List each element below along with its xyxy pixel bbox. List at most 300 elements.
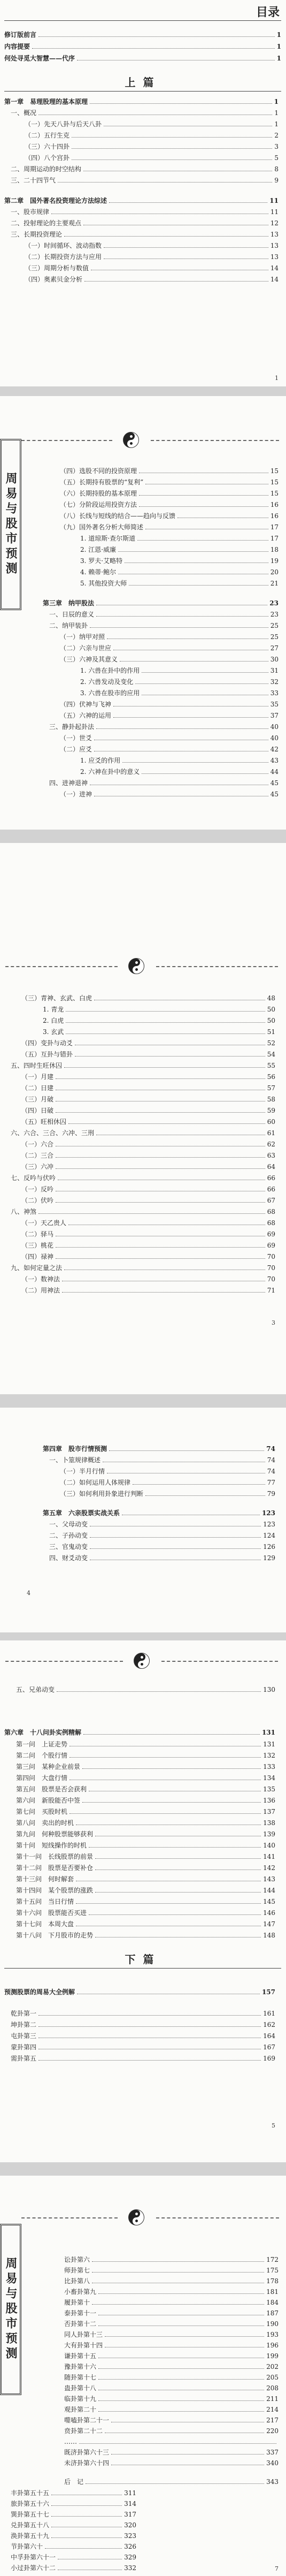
toc-entry[interactable]	[21, 1275, 275, 1283]
toc-entry[interactable]	[60, 644, 279, 652]
toc-entry[interactable]	[64, 2309, 279, 2317]
toc-entry[interactable]	[64, 2374, 279, 2381]
toc-entry[interactable]	[16, 1785, 275, 1793]
toc-entry[interactable]	[21, 1073, 275, 1081]
toc-entry-label: 需卦第五	[11, 2055, 37, 2062]
leader-dots	[56, 1247, 265, 1248]
toc-entry-label: 第二问 个股行情	[16, 1752, 68, 1759]
toc-entry[interactable]	[80, 546, 279, 553]
toc-entry-page: 44	[270, 768, 279, 776]
toc-entry-label: 讼卦第六	[64, 2256, 90, 2263]
leader-dots	[89, 1847, 261, 1848]
toc-entry[interactable]	[11, 2010, 275, 2017]
toc-entry-page: 48	[267, 994, 275, 1002]
front-entry-foreword[interactable]: 何处寻觅大智慧——代序 1	[4, 55, 281, 62]
toc-entry-label: 第四章 股市行情预测	[43, 1445, 107, 1453]
toc-entry[interactable]	[4, 1988, 275, 1996]
toc-entry[interactable]	[21, 1287, 275, 1294]
toc-entry-page: 311	[124, 2489, 136, 2497]
toc-entry-label: 小畜卦第九	[64, 2288, 97, 2296]
toc-entry[interactable]	[11, 2500, 136, 2507]
toc-entry-page: 33	[270, 689, 279, 697]
toc-entry-label: 5. 其他投资大师	[80, 580, 127, 587]
toc-entry-label: （一）数神法	[21, 1275, 60, 1283]
toc-entry[interactable]	[16, 1752, 275, 1759]
toc-entry[interactable]	[64, 2449, 279, 2456]
toc-entry[interactable]	[80, 678, 279, 686]
toc-entry[interactable]	[11, 208, 279, 216]
toc-entry[interactable]	[64, 2438, 279, 2445]
toc-entry[interactable]	[60, 734, 279, 742]
toc-entry[interactable]	[16, 1774, 275, 1782]
toc-entry-label: 第五问 股票是否会获利	[16, 1785, 87, 1793]
toc-entry[interactable]	[21, 1039, 275, 1047]
leader-dots	[66, 1022, 265, 1023]
toc-entry-label: 第十二问 股票是否要补仓	[16, 1864, 94, 1872]
toc-entry[interactable]	[21, 1186, 275, 1193]
toc-entry[interactable]	[43, 1445, 275, 1453]
toc-entry[interactable]	[49, 622, 279, 629]
toc-entry-label: 3. 六兽在股市的应用	[80, 689, 140, 697]
toc-entry-page: 142	[263, 1864, 275, 1872]
toc-entry-label: （一）半月行情	[60, 1468, 105, 1475]
toc-entry[interactable]	[25, 154, 279, 162]
toc-entry-label: 2. 六兽发动及变化	[80, 678, 134, 686]
toc-entry[interactable]	[80, 667, 279, 674]
toc-entry-page: 317	[124, 2511, 136, 2518]
toc-entry[interactable]	[49, 1456, 275, 1464]
toc-entry-page: 131	[263, 1741, 275, 1748]
toc-entry[interactable]	[21, 1096, 275, 1103]
toc-entry-label: 兑卦第五十八	[11, 2521, 50, 2529]
toc-entry-label: 一、股市规律	[11, 208, 50, 216]
toc-entry[interactable]	[11, 1129, 275, 1137]
toc-entry-page: 40	[270, 734, 279, 742]
toc-entry-page: 11	[270, 208, 279, 216]
leader-dots	[72, 159, 272, 160]
toc-entry-label: 三、长期投资理论	[11, 231, 63, 238]
toc-entry-page: 143	[263, 1875, 275, 1883]
toc-entry-label: 第十八问 下月股市的走势	[16, 1932, 94, 1939]
toc-entry-page: 57	[267, 1084, 275, 1092]
toc-entry-page: 148	[263, 1932, 275, 1939]
toc-entry-page: 27	[270, 644, 279, 652]
toc-entry-page: 337	[266, 2449, 279, 2456]
toc-entry[interactable]	[16, 1819, 275, 1827]
toc-entry[interactable]	[64, 2267, 279, 2274]
toc-entry[interactable]	[64, 2288, 279, 2296]
leader-dots	[89, 1914, 261, 1915]
toc-entry-page: 1	[274, 98, 279, 105]
toc-entry[interactable]	[60, 633, 279, 641]
toc-entry[interactable]	[49, 1554, 275, 1562]
toc-entry[interactable]	[64, 2320, 279, 2328]
toc-entry[interactable]	[21, 1253, 275, 1260]
toc-entry-page: 18	[270, 546, 279, 553]
toc-entry-page: 68	[267, 1208, 275, 1215]
toc-entry-label: （二）五行生克	[25, 132, 70, 139]
yin-yang-icon	[134, 1653, 150, 1669]
leader-dots	[90, 1537, 261, 1538]
toc-entry[interactable]	[21, 1141, 275, 1148]
toc-entry[interactable]	[60, 1468, 275, 1475]
leader-dots	[38, 2015, 261, 2016]
toc-entry[interactable]	[80, 757, 279, 764]
toc-entry-page: 15	[270, 478, 279, 486]
toc-entry[interactable]	[64, 2417, 279, 2424]
toc-entry[interactable]	[16, 1898, 275, 1905]
page-number: 7	[275, 2565, 279, 2572]
toc-entry-label: 观卦第二十	[64, 2406, 97, 2413]
toc-entry[interactable]	[25, 143, 279, 150]
toc-entry-label: 第六问 新股能否中签	[16, 1797, 81, 1804]
toc-entry-page: 8	[274, 165, 279, 173]
toc-entry-label: （三）月破	[21, 1096, 54, 1103]
toc-entry[interactable]	[21, 1219, 275, 1227]
toc-entry[interactable]	[21, 1051, 275, 1058]
toc-entry[interactable]	[11, 165, 279, 173]
toc-entry-label: （四）变卦与动爻	[21, 1039, 73, 1047]
leader-dots	[56, 1258, 265, 1259]
toc-entry[interactable]	[21, 1084, 275, 1092]
toc-entry[interactable]	[25, 253, 279, 261]
toc-entry[interactable]	[43, 1006, 275, 1013]
toc-entry-page: 70	[267, 1275, 275, 1283]
toc-entry[interactable]	[11, 2055, 275, 2062]
toc-entry[interactable]	[16, 1909, 275, 1917]
toc-entry-label: 二、投射理论的主要观点	[11, 219, 82, 227]
toc-entry-label: （三）如何利用卦象进行判断	[60, 1490, 144, 1498]
toc-entry[interactable]	[60, 501, 279, 508]
leader-dots	[79, 2443, 276, 2444]
leader-dots	[56, 1157, 265, 1158]
toc-entry-label: 五、四时生旺休囚	[11, 1062, 63, 1069]
toc-entry-page: 13	[270, 253, 279, 261]
part-title-lower: 下篇	[125, 1953, 161, 1966]
toc-entry-label: 四、进神退神	[49, 779, 88, 787]
divider-right	[156, 2217, 279, 2218]
toc-entry-page: 184	[266, 2299, 279, 2306]
toc-entry-page: 66	[267, 1174, 275, 1182]
leader-dots	[56, 1112, 265, 1113]
toc-entry[interactable]	[21, 1107, 275, 1114]
toc-entry-page: 129	[263, 1554, 275, 1562]
toc-entry-page: 31	[270, 667, 279, 674]
toc-entry[interactable]	[16, 1686, 275, 1693]
toc-entry-label: 后 记	[64, 2478, 84, 2486]
front-entry-preface[interactable]: 修订版前言 1	[4, 31, 281, 39]
toc-entry[interactable]	[64, 2299, 279, 2306]
toc-entry-page: 340	[266, 2459, 279, 2467]
leader-dots	[86, 2483, 264, 2484]
toc-entry[interactable]	[16, 1797, 275, 1804]
toc-entry[interactable]	[64, 2256, 279, 2263]
toc-entry-page: 13	[270, 242, 279, 249]
toc-entry[interactable]	[64, 2342, 279, 2349]
toc-entry[interactable]	[60, 1479, 275, 1486]
toc-entry[interactable]	[49, 1532, 275, 1539]
toc-entry[interactable]	[21, 994, 275, 1002]
toc-entry[interactable]	[49, 1543, 275, 1551]
leader-dots	[51, 2505, 122, 2506]
toc-entry-page: 52	[267, 1039, 275, 1047]
toc-entry-label: 第三问 某种企业前景	[16, 1763, 81, 1770]
toc-entry[interactable]	[43, 599, 279, 607]
leader-dots	[51, 2516, 122, 2517]
toc-entry-page: 145	[263, 1898, 275, 1905]
leader-dots	[122, 762, 268, 763]
toc-entry[interactable]	[25, 242, 279, 249]
toc-entry-label: 坤卦第二	[11, 2021, 37, 2028]
toc-entry[interactable]	[64, 2384, 279, 2392]
toc-entry[interactable]	[21, 1197, 275, 1204]
page-number: 5	[272, 2122, 275, 2129]
front-entry-summary[interactable]: 内容提要 1	[4, 43, 281, 50]
toc-entry[interactable]	[11, 1062, 275, 1069]
toc-entry[interactable]	[64, 2352, 279, 2360]
toc-entry-label: 七、反吟与伏吟	[11, 1174, 56, 1182]
toc-entry[interactable]	[43, 1028, 275, 1036]
toc-entry[interactable]	[21, 1163, 275, 1171]
toc-entry[interactable]	[16, 1741, 275, 1748]
toc-entry[interactable]	[43, 1509, 275, 1517]
toc-entry[interactable]	[16, 1830, 275, 1838]
toc-entry-page: 74	[267, 1468, 275, 1475]
toc-entry[interactable]	[11, 231, 279, 238]
toc-entry[interactable]	[25, 132, 279, 139]
toc-entry-label: 未济卦第六十四	[64, 2459, 110, 2467]
divider-left	[5, 1661, 123, 1662]
toc-entry-label: 第十五问 当日行情	[16, 1898, 74, 1905]
toc-entry[interactable]	[21, 1152, 275, 1159]
toc-entry[interactable]	[11, 2543, 136, 2550]
toc-entry[interactable]	[11, 2564, 136, 2572]
toc-entry[interactable]	[43, 1017, 275, 1024]
toc-entry-label: 九、如何定量之法	[11, 1264, 63, 1272]
divider-right	[156, 966, 278, 967]
toc-entry[interactable]	[60, 701, 279, 708]
toc-entry[interactable]	[16, 1808, 275, 1815]
toc-entry[interactable]	[25, 276, 279, 283]
toc-entry-page: 20	[270, 568, 279, 576]
toc-entry[interactable]	[11, 219, 279, 227]
toc-entry[interactable]	[4, 197, 279, 204]
toc-entry[interactable]	[80, 557, 279, 565]
toc-entry-label: 第十三问 何时解套	[16, 1875, 74, 1883]
toc-entry-label: 一、概况	[11, 109, 37, 117]
toc-entry[interactable]	[25, 120, 279, 128]
toc-entry-label: （二）六亲与世应	[60, 644, 112, 652]
toc-entry[interactable]	[25, 264, 279, 272]
leader-dots	[38, 2060, 261, 2061]
toc-entry[interactable]	[80, 768, 279, 776]
toc-entry[interactable]	[16, 1887, 275, 1894]
toc-entry[interactable]	[49, 723, 279, 731]
toc-entry-label: （一）先天八卦与后天八卦	[25, 120, 102, 128]
toc-entry[interactable]	[60, 490, 279, 497]
toc-entry-label: （一）六合	[21, 1141, 54, 1148]
leader-dots	[82, 1768, 261, 1769]
toc-entry[interactable]	[16, 1853, 275, 1860]
toc-entry[interactable]	[11, 1264, 275, 1272]
toc-entry-page: 25	[270, 633, 279, 641]
toc-entry-page: 332	[124, 2564, 136, 2572]
toc-entry-label: （六）长期持股的基本原理	[60, 490, 137, 497]
toc-entry-page: 146	[263, 1909, 275, 1917]
toc-entry[interactable]	[60, 467, 279, 475]
toc-entry-page: 123	[263, 1521, 275, 1528]
toc-entry[interactable]	[49, 1521, 275, 1528]
toc-entry[interactable]	[11, 109, 279, 117]
leader-dots	[118, 551, 268, 552]
toc-entry[interactable]	[4, 1729, 275, 1736]
leader-dots	[58, 182, 272, 183]
toc-entry-page: 17	[270, 523, 279, 531]
leader-dots	[135, 683, 268, 684]
toc-entry-page: 69	[267, 1242, 275, 1249]
toc-entry[interactable]	[11, 2532, 136, 2540]
part-rule	[4, 91, 281, 92]
toc-entry[interactable]	[21, 1118, 275, 1126]
leader-dots	[139, 506, 268, 507]
leader-dots	[92, 2272, 264, 2273]
toc-entry-label: 比卦第八	[64, 2277, 90, 2285]
toc-entry-page: 59	[267, 1107, 275, 1114]
toc-entry[interactable]	[11, 1208, 275, 1215]
toc-entry[interactable]	[60, 746, 279, 753]
toc-entry[interactable]	[11, 2521, 136, 2529]
toc-entry[interactable]	[64, 2277, 279, 2285]
toc-entry-page: 64	[267, 1163, 275, 1171]
toc-entry-label: 第一问 上证走势	[16, 1741, 68, 1748]
toc-entry[interactable]	[21, 1230, 275, 1238]
toc-entry[interactable]	[11, 1174, 275, 1182]
toc-entry[interactable]	[60, 1490, 275, 1498]
toc-entry-label: （一）进神	[60, 791, 92, 798]
toc-entry-page: 202	[266, 2363, 279, 2370]
divider-left	[5, 966, 118, 967]
divider-right	[151, 440, 279, 441]
leader-dots	[66, 1011, 265, 1012]
toc-entry[interactable]	[80, 568, 279, 576]
leader-dots	[129, 585, 268, 586]
toc-entry-label: 预测股票的周易大全例解	[4, 1988, 75, 1996]
toc-entry-page: 69	[267, 1230, 275, 1238]
toc-entry-page: 54	[267, 1051, 275, 1058]
toc-entry[interactable]	[4, 98, 279, 105]
leader-dots	[98, 2411, 264, 2412]
toc-entry[interactable]	[11, 177, 279, 184]
toc-entry-page: 147	[263, 1920, 275, 1928]
toc-entry-label: （一）纳甲对照	[60, 633, 105, 641]
toc-entry-label: 既济卦第六十三	[64, 2449, 110, 2456]
toc-entry[interactable]	[49, 611, 279, 618]
toc-entry[interactable]	[49, 779, 279, 787]
toc-entry[interactable]	[16, 1763, 275, 1770]
toc-entry[interactable]	[16, 1842, 275, 1849]
toc-title: 目录	[256, 5, 280, 19]
toc-page-1	[0, 0, 286, 386]
toc-entry[interactable]	[64, 2427, 279, 2435]
leader-dots	[75, 1056, 265, 1057]
toc-entry-label: 第三章 纳甲股法	[43, 599, 95, 607]
toc-entry-page: 205	[266, 2374, 279, 2381]
toc-entry[interactable]	[11, 2489, 136, 2497]
toc-entry[interactable]	[16, 1920, 275, 1928]
toc-entry-page: 45	[270, 779, 279, 787]
toc-entry-label: 蒙卦第四	[11, 2043, 37, 2051]
toc-entry-label: 丰卦第五十五	[11, 2489, 50, 2497]
toc-entry[interactable]	[11, 2021, 275, 2028]
toc-entry[interactable]	[80, 689, 279, 697]
leader-dots	[95, 1892, 261, 1893]
toc-entry-label: （五）互卦与错卦	[21, 1051, 73, 1058]
toc-entry[interactable]	[80, 535, 279, 542]
toc-entry[interactable]	[60, 791, 279, 798]
toc-entry-label: （三）桃花	[21, 1242, 54, 1249]
toc-entry-page: 178	[266, 2277, 279, 2285]
toc-entry[interactable]	[64, 2478, 279, 2486]
toc-entry[interactable]	[16, 1864, 275, 1872]
book-spine-title: 周易与股市预测	[0, 2224, 21, 2395]
toc-entry-label: 节卦第六十	[11, 2543, 43, 2550]
leader-dots	[98, 2379, 264, 2380]
leader-dots	[38, 1213, 265, 1214]
toc-entry[interactable]	[80, 580, 279, 587]
toc-entry[interactable]	[64, 2459, 279, 2467]
toc-entry-page: 42	[270, 746, 279, 753]
toc-entry[interactable]	[60, 523, 279, 531]
toc-entry-label: 第一章 易理股理的基本原理	[4, 98, 88, 105]
toc-entry-label: （三）六十四卦	[25, 143, 70, 150]
toc-entry[interactable]	[11, 2032, 275, 2040]
toc-entry[interactable]	[64, 2406, 279, 2413]
toc-entry-label: 旅卦第五十六	[11, 2500, 50, 2507]
leader-dots	[98, 2400, 264, 2401]
toc-entry-label: 一、父母动变	[49, 1521, 88, 1528]
toc-entry[interactable]	[21, 1242, 275, 1249]
leader-dots	[145, 1495, 265, 1496]
toc-entry[interactable]	[64, 2363, 279, 2370]
toc-entry[interactable]	[64, 2331, 279, 2338]
toc-entry-label: （七）分阶段运用投资方法	[60, 501, 137, 508]
toc-entry-label: 屯卦第三	[11, 2032, 37, 2040]
toc-entry-label: （一）天乙贵人	[21, 1219, 67, 1227]
toc-entry-label: 蛊卦第十八	[64, 2384, 97, 2392]
yin-yang-icon	[128, 2209, 144, 2225]
toc-entry[interactable]	[11, 2043, 275, 2051]
toc-entry-label: 二、周期运动的时空结构	[11, 165, 82, 173]
part-title-upper: 上篇	[125, 76, 161, 89]
toc-entry[interactable]	[60, 656, 279, 663]
toc-entry[interactable]	[60, 712, 279, 719]
toc-entry-label: （一）世爻	[60, 734, 92, 742]
toc-entry[interactable]	[64, 2395, 279, 2403]
toc-entry-page: 1	[274, 109, 279, 117]
leader-dots	[90, 627, 268, 628]
toc-entry[interactable]	[11, 2554, 136, 2561]
toc-entry-label: （二）如何运用人体规律	[60, 1479, 131, 1486]
toc-entry[interactable]	[16, 1932, 275, 1939]
leader-dots	[92, 2261, 264, 2262]
toc-entry[interactable]	[60, 478, 279, 486]
toc-entry[interactable]	[60, 512, 279, 520]
toc-entry[interactable]	[11, 2511, 136, 2518]
toc-entry-label: 第十七问 本周大盘	[16, 1920, 74, 1928]
toc-entry-label: （四）伏神与飞神	[60, 701, 112, 708]
toc-entry[interactable]	[16, 1875, 275, 1883]
leader-dots	[104, 247, 268, 248]
